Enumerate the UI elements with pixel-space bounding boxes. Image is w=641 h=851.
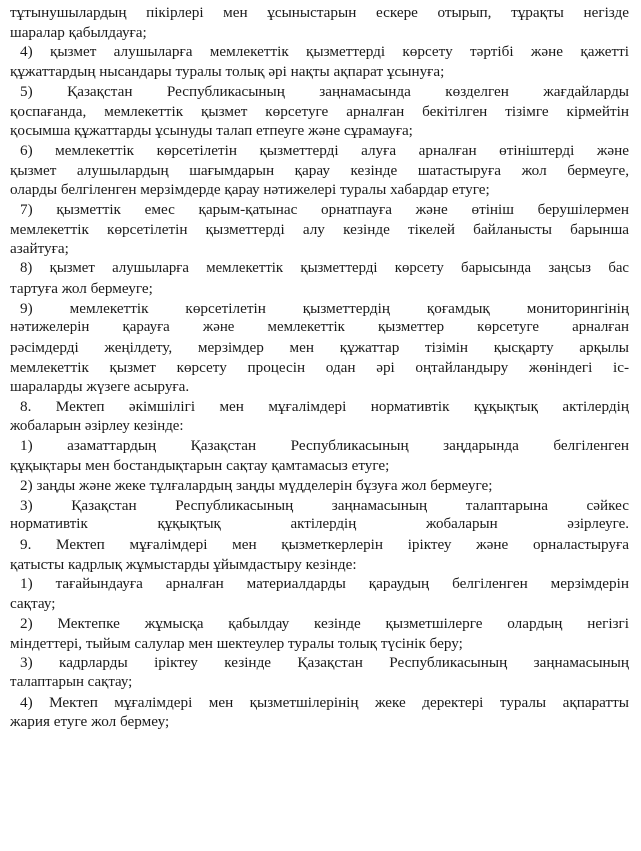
text-line: 2) заңды және жеке тұлғалардың заңды мүдделерін бұзуға жол бермеуге; — [20, 476, 493, 494]
text-line: 4) Мектеп мұғалімдері мен қызметшілерінің жеке деректері туралы ақпаратты — [20, 693, 629, 711]
text-line: азайтуға; — [10, 240, 69, 258]
text-line: құқықтары мен бостандықтарын сақтау қамтамасыз етуге; — [10, 457, 390, 475]
text-line: шаралар қабылдауға; — [10, 23, 147, 41]
text-line: 9. Мектеп мұғалімдері мен қызметкерлерін іріктеу және орналастыруға — [20, 535, 629, 553]
text-line: 4) қызмет алушыларға мемлекеттік қызметтерді көрсету тәртібі және қажетті — [20, 43, 629, 61]
text-line: 1) азаматтардың Қазақстан Республикасының заңдарында белгіленген — [20, 437, 629, 455]
text-line: мемлекеттік көрсетілетін қызметтерді алу кезінде тікелей байланысты барынша — [10, 220, 629, 238]
text-line: қосымша құжаттарды ұсынуды талап етпеуге және сұрамауға; — [10, 122, 413, 140]
text-line: 5) Қазақстан Республикасының заңнамасында көзделген жағдайларды — [20, 82, 629, 100]
text-line: қатысты кадрлық жұмыстарды ұйымдастыру кезінде: — [10, 555, 357, 573]
text-line: мемлекеттік қызмет көрсету процесін одан әрі оңтайландыру жөніндегі іс- — [10, 358, 629, 376]
text-line: 8. Мектеп әкімшілігі мен мұғалімдері нормативтік құқықтық актілердің — [20, 398, 629, 416]
text-line: қоспағанда, мемлекеттік қызмет көрсетуге арналған бекітілген тізімге кірмейтін — [10, 102, 629, 120]
text-line: 2) Мектепке жұмысқа қабылдау кезінде қызметшілерге олардың негізгі — [20, 614, 629, 632]
text-line: құжаттардың нысандары туралы толық әрі нақты ақпарат ұсынуға; — [10, 63, 445, 81]
document-page — [10, 3, 629, 732]
text-line: оларды белгіленген мерзімдерде қарау нәтижелері туралы хабардар етуге; — [10, 181, 490, 199]
text-line: 1) тағайындауға арналған материалдарды қараудың белгіленген мерзімдерін — [20, 575, 629, 593]
text-line: 6) мемлекеттік көрсетілетін қызметтерді алуға арналған өтініштерді және — [20, 141, 629, 159]
text-line: қызмет алушылардың шағымдарын қарау кезінде шатастыруға жол бермеуге, — [10, 161, 629, 179]
text-line: міндеттері, тыйым салулар мен шектеулер туралы толық түсінік беру; — [10, 634, 463, 652]
text-line: 7) қызметтік емес қарым-қатынас орнатпауға және өтініш берушілермен — [20, 201, 629, 219]
text-line: сақтау; — [10, 595, 56, 613]
text-line: тартуға жол бермеуге; — [10, 279, 153, 297]
text-line: 8) қызмет алушыларға мемлекеттік қызметтерді көрсету барысында заңсыз бас — [20, 260, 629, 277]
text-line: 9) мемлекеттік көрсетілетін қызметтердің қоғамдық мониторингінің — [20, 299, 629, 317]
text-line: нормативтік құқықтық актілердің жобаларын әзірлеуге. — [10, 516, 629, 533]
text-line: рәсімдерді жеңілдету, мерзімдер мен құжаттар тізімін қысқарту арқылы — [10, 338, 629, 356]
text-line: жобаларын әзірлеу кезінде: — [10, 417, 184, 434]
text-line: шараларды жүзеге асыруға. — [10, 378, 190, 396]
text-line: 3) Қазақстан Республикасының заңнамасының талаптарына сәйкес — [20, 496, 629, 514]
text-line: нәтижелерін қарауға және мемлекеттік қызметтер көрсетуге арналған — [10, 319, 629, 336]
text-line: тұтынушылардың пікірлері мен ұсыныстарын ескере отырып, тұрақты негізде — [10, 4, 629, 21]
text-line: жария етуге жол бермеу; — [10, 713, 170, 731]
text-line: талаптарын сақтау; — [10, 673, 133, 690]
text-line: 3) кадрларды іріктеу кезінде Қазақстан Республикасының заңнамасының — [20, 654, 629, 672]
